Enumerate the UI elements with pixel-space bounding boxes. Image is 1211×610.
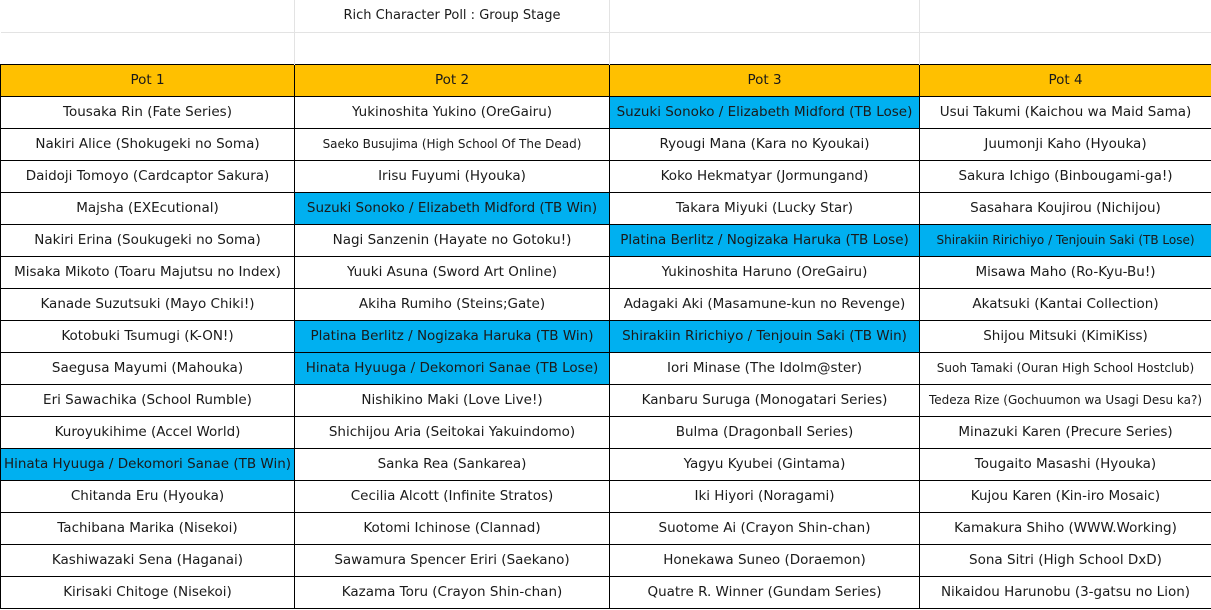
header-pot-4[interactable]: Pot 4 <box>920 64 1211 96</box>
table-row <box>1 320 1211 352</box>
table-cell[interactable]: Tedeza Rize (Gochuumon wa Usagi Desu ka?) <box>920 384 1211 416</box>
table-cell[interactable]: Sakura Ichigo (Binbougami-ga!) <box>920 160 1211 192</box>
table-cell[interactable]: Kamakura Shiho (WWW.Working) <box>920 512 1211 544</box>
table-cell[interactable]: Tougaito Masashi (Hyouka) <box>920 448 1211 480</box>
table-cell[interactable]: Suzuki Sonoko / Elizabeth Midford (TB Lose) <box>610 96 920 128</box>
table-cell[interactable]: Suotome Ai (Crayon Shin-chan) <box>610 512 920 544</box>
table-cell[interactable]: Shirakiin Ririchiyo / Tenjouin Saki (TB Lose) <box>920 224 1211 256</box>
table-cell[interactable]: Minazuki Karen (Precure Series) <box>920 416 1211 448</box>
title-row <box>1 0 1211 32</box>
table-cell[interactable]: Misaka Mikoto (Toaru Majutsu no Index) <box>1 256 295 288</box>
table-cell[interactable]: Suzuki Sonoko / Elizabeth Midford (TB Win) <box>295 192 610 224</box>
table-cell[interactable]: Nakiri Erina (Soukugeki no Soma) <box>1 224 295 256</box>
table-cell[interactable]: Suoh Tamaki (Ouran High School Hostclub) <box>920 352 1211 384</box>
table-cell[interactable]: Kashiwazaki Sena (Haganai) <box>1 544 295 576</box>
table-cell[interactable]: Akatsuki (Kantai Collection) <box>920 288 1211 320</box>
table-cell[interactable]: Kuroyukihime (Accel World) <box>1 416 295 448</box>
table-cell[interactable]: Iki Hiyori (Noragami) <box>610 480 920 512</box>
table-row <box>1 256 1211 288</box>
table-cell[interactable]: Kanbaru Suruga (Monogatari Series) <box>610 384 920 416</box>
table-cell[interactable]: Takara Miyuki (Lucky Star) <box>610 192 920 224</box>
cell[interactable] <box>610 0 920 32</box>
table-cell[interactable]: Honekawa Suneo (Doraemon) <box>610 544 920 576</box>
table-row <box>1 288 1211 320</box>
table-cell[interactable]: Irisu Fuyumi (Hyouka) <box>295 160 610 192</box>
table-cell[interactable]: Adagaki Aki (Masamune-kun no Revenge) <box>610 288 920 320</box>
cell[interactable] <box>295 32 610 64</box>
table-cell[interactable]: Nikaidou Harunobu (3-gatsu no Lion) <box>920 576 1211 608</box>
table-cell[interactable]: Majsha (EXEcutional) <box>1 192 295 224</box>
table-row <box>1 480 1211 512</box>
table-cell[interactable]: Platina Berlitz / Nogizaka Haruka (TB Win) <box>295 320 610 352</box>
table-cell[interactable]: Cecilia Alcott (Infinite Stratos) <box>295 480 610 512</box>
table-cell[interactable]: Shichijou Aria (Seitokai Yakuindomo) <box>295 416 610 448</box>
table-cell[interactable]: Sasahara Koujirou (Nichijou) <box>920 192 1211 224</box>
table-row <box>1 544 1211 576</box>
header-pot-2[interactable]: Pot 2 <box>295 64 610 96</box>
table-row <box>1 352 1211 384</box>
table-cell[interactable]: Kujou Karen (Kin-iro Mosaic) <box>920 480 1211 512</box>
table-row <box>1 576 1211 608</box>
table-cell[interactable]: Kotobuki Tsumugi (K-ON!) <box>1 320 295 352</box>
table-cell[interactable]: Hinata Hyuuga / Dekomori Sanae (TB Win) <box>1 448 295 480</box>
cell[interactable] <box>610 32 920 64</box>
table-row <box>1 512 1211 544</box>
table-cell[interactable]: Sawamura Spencer Eriri (Saekano) <box>295 544 610 576</box>
table-cell[interactable]: Shirakiin Ririchiyo / Tenjouin Saki (TB Win) <box>610 320 920 352</box>
table-cell[interactable]: Shijou Mitsuki (KimiKiss) <box>920 320 1211 352</box>
table-cell[interactable]: Bulma (Dragonball Series) <box>610 416 920 448</box>
table-row <box>1 416 1211 448</box>
table-cell[interactable]: Kotomi Ichinose (Clannad) <box>295 512 610 544</box>
table-row <box>1 384 1211 416</box>
table-cell[interactable]: Nagi Sanzenin (Hayate no Gotoku!) <box>295 224 610 256</box>
header-pot-1[interactable]: Pot 1 <box>1 64 295 96</box>
table-row <box>1 160 1211 192</box>
table-row <box>1 224 1211 256</box>
table-cell[interactable]: Iori Minase (The Idolm@ster) <box>610 352 920 384</box>
table-cell[interactable]: Yukinoshita Haruno (OreGairu) <box>610 256 920 288</box>
table-cell[interactable]: Nakiri Alice (Shokugeki no Soma) <box>1 128 295 160</box>
table-cell[interactable]: Kanade Suzutsuki (Mayo Chiki!) <box>1 288 295 320</box>
table-cell[interactable]: Juumonji Kaho (Hyouka) <box>920 128 1211 160</box>
table-cell[interactable]: Yuuki Asuna (Sword Art Online) <box>295 256 610 288</box>
table-row <box>1 192 1211 224</box>
table-cell[interactable]: Kirisaki Chitoge (Nisekoi) <box>1 576 295 608</box>
table-cell[interactable]: Saeko Busujima (High School Of The Dead) <box>295 128 610 160</box>
blank-row <box>1 32 1211 64</box>
table-row <box>1 128 1211 160</box>
table-cell[interactable]: Ryougi Mana (Kara no Kyoukai) <box>610 128 920 160</box>
cell[interactable] <box>920 32 1211 64</box>
header-row <box>1 64 1211 96</box>
table-cell[interactable]: Usui Takumi (Kaichou wa Maid Sama) <box>920 96 1211 128</box>
table-cell[interactable]: Daidoji Tomoyo (Cardcaptor Sakura) <box>1 160 295 192</box>
table-row <box>1 96 1211 128</box>
header-pot-3[interactable]: Pot 3 <box>610 64 920 96</box>
table-cell[interactable]: Misawa Maho (Ro-Kyu-Bu!) <box>920 256 1211 288</box>
table-cell[interactable]: Platina Berlitz / Nogizaka Haruka (TB Lose) <box>610 224 920 256</box>
table-cell[interactable]: Akiha Rumiho (Steins;Gate) <box>295 288 610 320</box>
table-cell[interactable]: Saegusa Mayumi (Mahouka) <box>1 352 295 384</box>
table-cell[interactable]: Eri Sawachika (School Rumble) <box>1 384 295 416</box>
table-cell[interactable]: Yukinoshita Yukino (OreGairu) <box>295 96 610 128</box>
cell[interactable] <box>1 32 295 64</box>
table-cell[interactable]: Quatre R. Winner (Gundam Series) <box>610 576 920 608</box>
cell[interactable] <box>1 0 295 32</box>
table-cell[interactable]: Kazama Toru (Crayon Shin-chan) <box>295 576 610 608</box>
table-row <box>1 448 1211 480</box>
table-cell[interactable]: Koko Hekmatyar (Jormungand) <box>610 160 920 192</box>
table-cell[interactable]: Tousaka Rin (Fate Series) <box>1 96 295 128</box>
cell[interactable] <box>920 0 1211 32</box>
table-cell[interactable]: Sanka Rea (Sankarea) <box>295 448 610 480</box>
table-cell[interactable]: Hinata Hyuuga / Dekomori Sanae (TB Lose) <box>295 352 610 384</box>
table-cell[interactable]: Nishikino Maki (Love Live!) <box>295 384 610 416</box>
table-cell[interactable]: Tachibana Marika (Nisekoi) <box>1 512 295 544</box>
sheet-title[interactable]: Rich Character Poll : Group Stage <box>295 0 610 32</box>
table-cell[interactable]: Chitanda Eru (Hyouka) <box>1 480 295 512</box>
table-cell[interactable]: Yagyu Kyubei (Gintama) <box>610 448 920 480</box>
table-cell[interactable]: Sona Sitri (High School DxD) <box>920 544 1211 576</box>
